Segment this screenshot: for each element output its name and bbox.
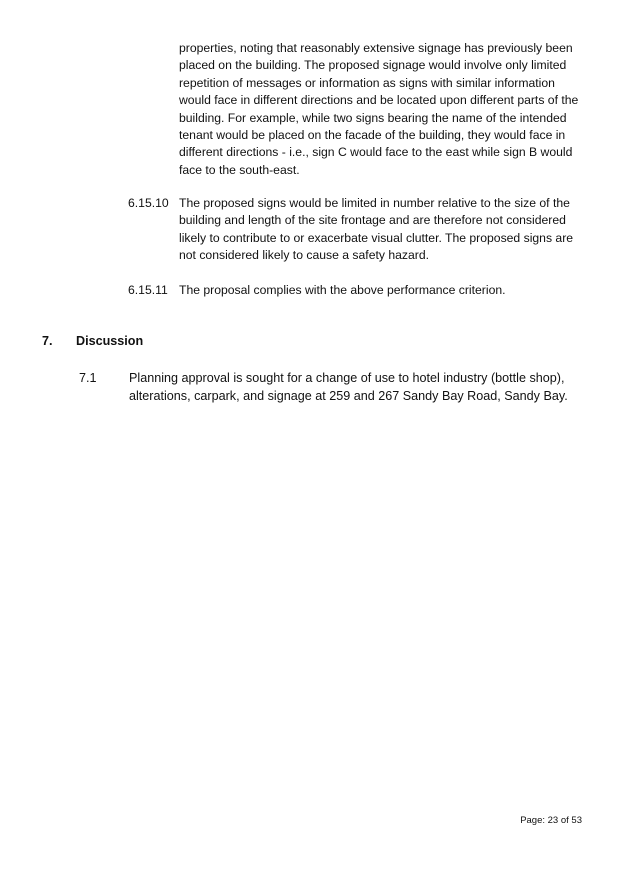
paragraph-text: Planning approval is sought for a change of use to hotel industry (bottle shop), alterations, carpark, and signage at 259 and 267 Sandy Bay Road, Sandy Bay. (129, 371, 568, 403)
paragraph-number: 6.15.10 (128, 196, 169, 210)
paragraph-text: The proposal complies with the above performance criterion. (179, 283, 506, 297)
section-number: 7. (42, 334, 53, 348)
paragraph-7-1 (79, 369, 599, 405)
paragraph-text: The proposed signs would be limited in number relative to the size of the building and length of the site frontage and are therefore not considered likely to contribute to or exacerbate visual clutter. The proposed signs are not considered likely to cause a safety hazard. (179, 196, 574, 263)
continued-paragraph: properties, noting that reasonably extensive signage has previously been placed on the building. The proposed signage would involve only limited repetition of messages or information as signs with similar information would face in different directions and be located upon different parts of the building. For example, while two signs bearing the name of the intended tenant would be placed on the facade of the building, they would face in different directions - i.e., sign C would face to the east while sign B would face to the south-east. (179, 41, 579, 177)
paragraph-6-15-11 (128, 282, 588, 299)
page-number: Page: 23 of 53 (520, 815, 582, 826)
paragraph-6-15-10 (128, 195, 588, 265)
paragraph-number: 7.1 (79, 371, 97, 385)
section-title: Discussion (76, 334, 144, 348)
section-heading-discussion (42, 333, 143, 350)
paragraph-number: 6.15.11 (128, 283, 168, 297)
